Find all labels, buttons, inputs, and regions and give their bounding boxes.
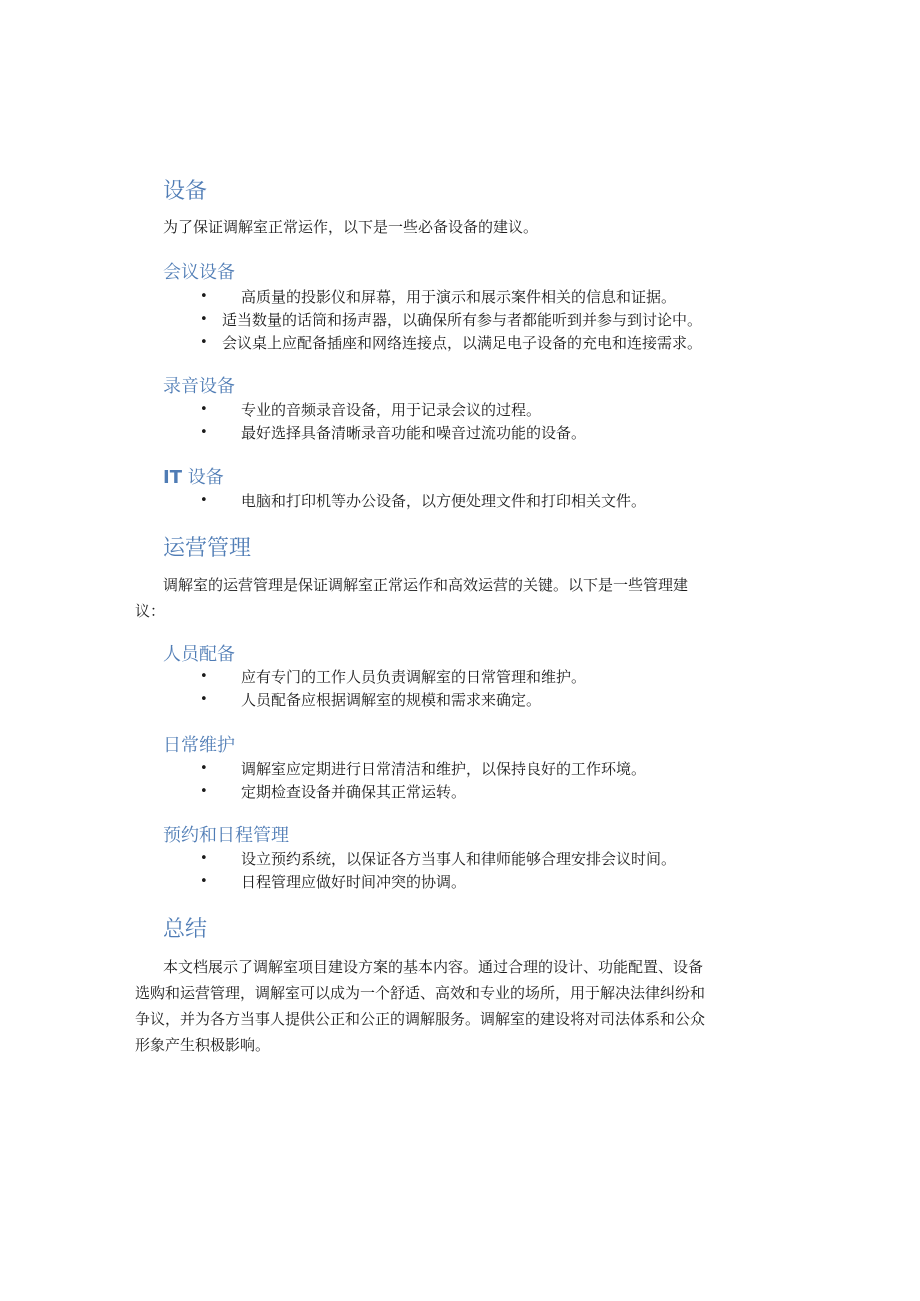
summary-line-4: 形象产生积极影响。 <box>135 1036 271 1054</box>
subsection-title-maintenance: 日常维护 <box>163 735 235 756</box>
section-title-operations: 运营管理 <box>163 536 252 561</box>
section-title-equipment: 设备 <box>163 179 208 204</box>
bullet-icon: • <box>200 425 208 440</box>
bullet-icon: • <box>200 851 208 866</box>
subsection-title-meeting: 会议设备 <box>163 262 235 283</box>
summary-line-1: 本文档展示了调解室项目建设方案的基本内容。通过合理的设计、功能配置、设备 <box>163 958 704 976</box>
section-title-summary: 总结 <box>163 917 208 942</box>
subsection-title-staffing: 人员配备 <box>163 644 235 665</box>
subsection-title-it: IT 设备 <box>163 467 224 488</box>
bullet-icon: • <box>200 874 208 889</box>
subsection-title-scheduling: 预约和日程管理 <box>163 825 289 846</box>
bullet-icon: • <box>200 493 208 508</box>
bullet-icon: • <box>200 784 208 799</box>
bullet-icon: • <box>200 761 208 776</box>
summary-line-2: 选购和运营管理，调解室可以成为一个舒适、高效和专业的场所，用于解决法律纠纷和 <box>135 984 706 1002</box>
bullet-icon: • <box>200 692 208 707</box>
bullet-icon: • <box>200 335 208 350</box>
summary-line-3: 争议，并为各方当事人提供公正和公正的调解服务。调解室的建设将对司法体系和公众 <box>135 1010 706 1028</box>
subsection-title-recording: 录音设备 <box>163 376 235 397</box>
operations-intro-line-1: 调解室的运营管理是保证调解室正常运作和高效运营的关键。以下是一些管理建 <box>163 576 689 594</box>
bullet-icon: • <box>200 669 208 684</box>
bullet-icon: • <box>200 312 208 327</box>
bullet-icon: • <box>200 402 208 417</box>
bullet-icon: • <box>200 289 208 304</box>
equipment-intro: 为了保证调解室正常运作，以下是一些必备设备的建议。 <box>163 218 539 236</box>
document-page: 设备 为了保证调解室正常运作，以下是一些必备设备的建议。 会议设备 • 高质量的投影仪和屏幕，用于演示和展示案件相关的信息和证据。 • 适当数量的话筒和扬声器，以确保所有参与者都能听到并参与到讨论中。 • 会议桌上应配备插座和网络连接点，以满足电子设备的充电和连接需求。 录音设备 • 专业的音频录音设备，用于记录会议的过程。 • 最好选择具备清晰录音功能和噪音过流功能的设备。 IT 设备 • 电脑和打印机等办公设备，以方便处理文件和打印相关文件。 运营管理 调解室的运营管理是保证调解室正常运作和高效运营的关键。以下是一些管理建 议： 人员配备 • 应有专门的工作人员负责调解室的日常管理和维护。 • 人员配备应根据调解室的规模和需求来确定。 日常维护 • 调解室应定期进行日常清洁和维护，以保持良好的工作环境。 • 定期检查设备并确保其正常运转。 预约和日程管理 • 设立预约系统，以保证各方当事人和律师能够合理安排会议时间。 • 日程管理应做好时间冲突的协调。 总结 本文档展示了调解室项目建设方案的基本内容。通过合理的设计、功能配置、设备 选购和运营管理，调解室可以成为一个舒适、高效和专业的场所，用于解决法律纠纷和 争议，并为各方当事人提供公正和公正的调解服务。调解室的建设将对司法体系和公众 形象产生积极影响。 <box>0 0 920 1301</box>
operations-intro-line-2: 议： <box>135 602 166 620</box>
